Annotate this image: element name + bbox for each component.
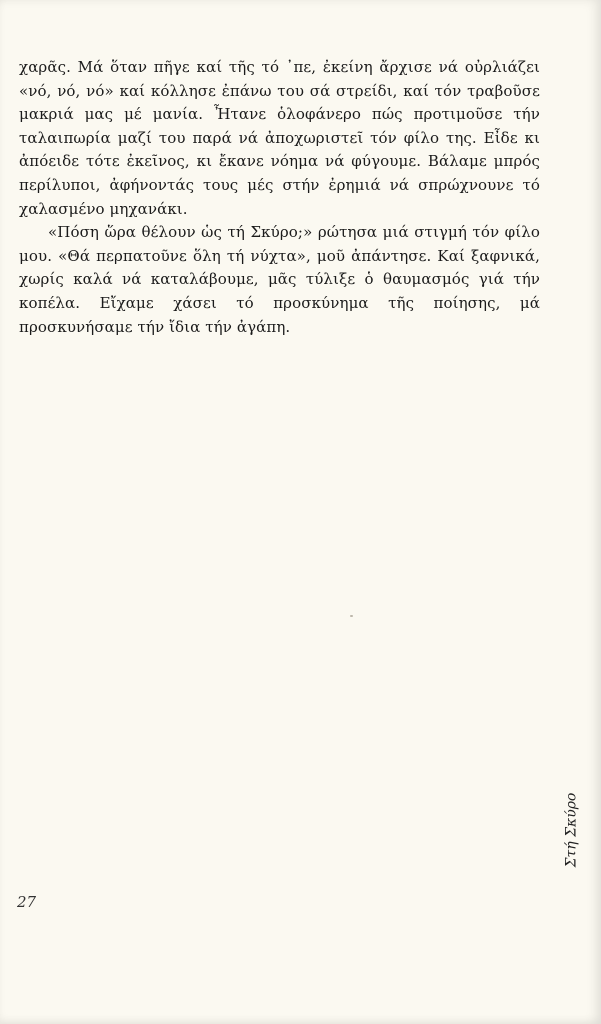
paper-speck [350, 615, 353, 617]
running-title [563, 780, 579, 880]
running-title-text: Στή Σκύρο [563, 792, 580, 868]
paragraph-1: χαρᾶς. Μά ὅταν πῆγε καί τῆς τό ᾿πε, ἐκείνη ἄρχισε νά οὐρλιάζει «νό, νό, νό» καί κόλλησε ἐπάνω του σά στρείδι, καί τόν τραβοῦσε μακριά μας μέ μανία. Ἦτανε ὁλοφάνερο πώς προτιμοῦσε τήν ταλαιπωρία μαζί του παρά νά ἀποχωριστεῖ τόν φίλο της. Εἶδε κι ἀπόειδε τότε ἐκεῖνος, κι ἔκανε νόημα νά φύγουμε. Βάλαμε μπρός περίλυποι, ἀφήνοντάς τους μές στήν ἐρημιά νά σπρώχνουνε τό χαλασμένο μηχανάκι. [19, 58, 540, 218]
page-number: 27 [17, 893, 37, 911]
body-text [19, 56, 540, 339]
paragraph-2: «Πόση ὥρα θέλουν ὡς τή Σκύρο;» ρώτησα μιά στιγμή τόν φίλο μου. «Θά περπατοῦνε ὅλη τή νύχτα», μοῦ ἀπάντησε. Καί ξαφνικά, χωρίς καλά νά καταλάβουμε, μᾶς τύλιξε ὁ θαυμασμός γιά τήν κοπέλα. Εἴχαμε χάσει τό προσκύνημα τῆς ποίησης, μά προσκυνήσαμε τήν ἴδια τήν ἀγάπη. [19, 223, 540, 336]
